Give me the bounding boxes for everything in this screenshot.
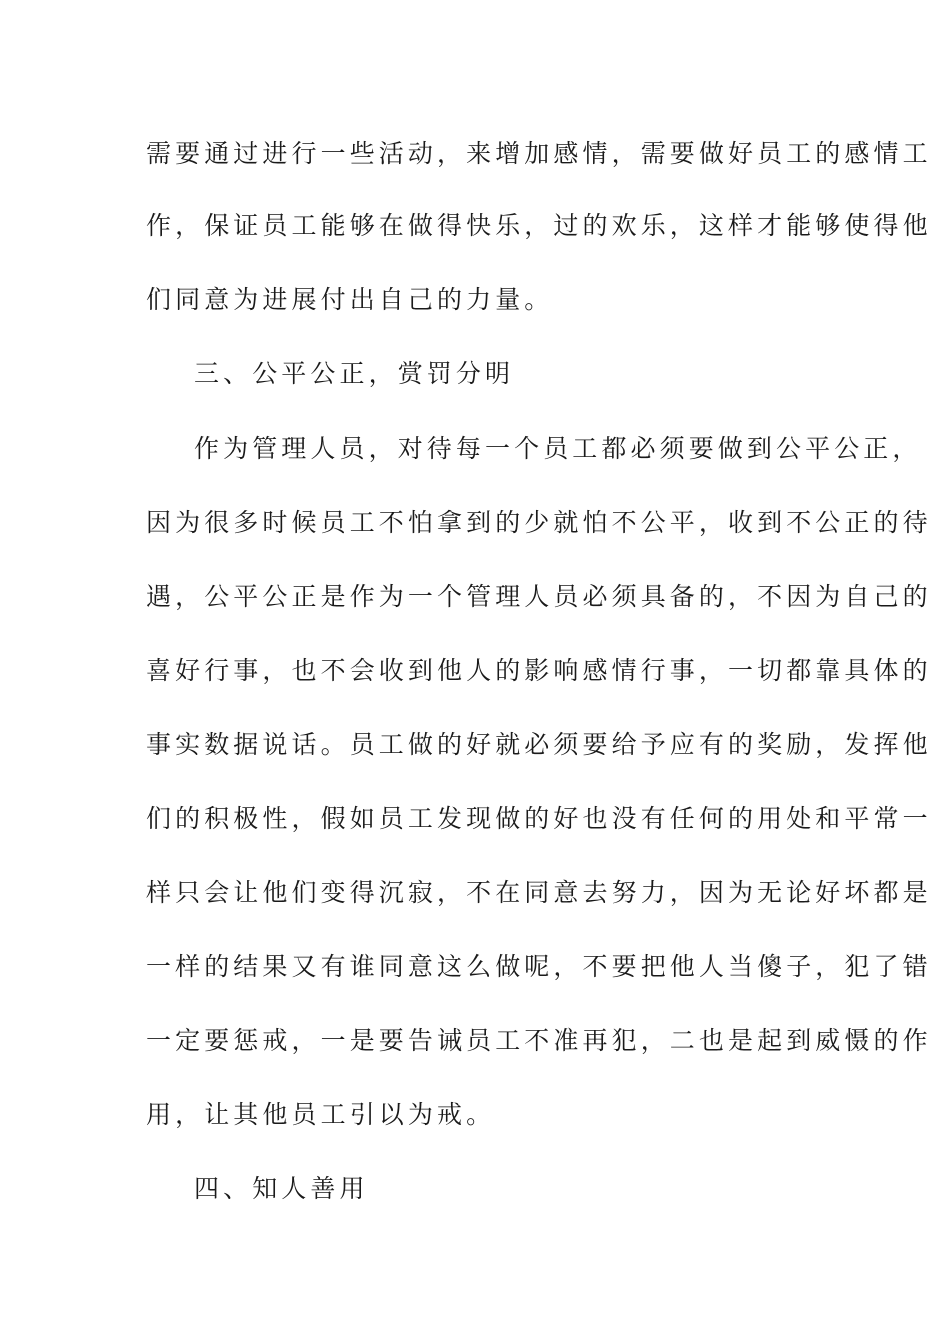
paragraph-line: 事实数据说话。员工做的好就必须要给予应有的奖励，发挥他 <box>146 730 932 759</box>
paragraph-line: 遇，公平公正是作为一个管理人员必须具备的，不因为自己的 <box>146 582 932 611</box>
paragraph-line: 用，让其他员工引以为戒。 <box>146 1100 496 1129</box>
paragraph-line: 们的积极性，假如员工发现做的好也没有任何的用处和平常一 <box>146 804 932 833</box>
paragraph-line: 们同意为进展付出自己的力量。 <box>146 285 554 314</box>
section-heading: 三、公平公正，赏罚分明 <box>194 359 515 388</box>
paragraph-line: 作，保证员工能够在做得快乐，过的欢乐，这样才能够使得他 <box>146 211 932 240</box>
paragraph-line: 需要通过进行一些活动，来增加感情，需要做好员工的感情工 <box>146 139 932 168</box>
paragraph-line: 样只会让他们变得沉寂，不在同意去努力，因为无论好坏都是 <box>146 878 932 907</box>
paragraph-line: 因为很多时候员工不怕拿到的少就怕不公平，收到不公正的待 <box>146 508 932 537</box>
paragraph-line: 一样的结果又有谁同意这么做呢，不要把他人当傻子，犯了错 <box>146 952 932 981</box>
paragraph-line: 喜好行事，也不会收到他人的影响感情行事，一切都靠具体的 <box>146 656 932 685</box>
section-heading: 四、知人善用 <box>194 1174 369 1203</box>
paragraph-line: 一定要惩戒，一是要告诫员工不准再犯，二也是起到威慑的作 <box>146 1026 932 1055</box>
paragraph-line: 作为管理人员，对待每一个员工都必须要做到公平公正， <box>194 434 922 463</box>
